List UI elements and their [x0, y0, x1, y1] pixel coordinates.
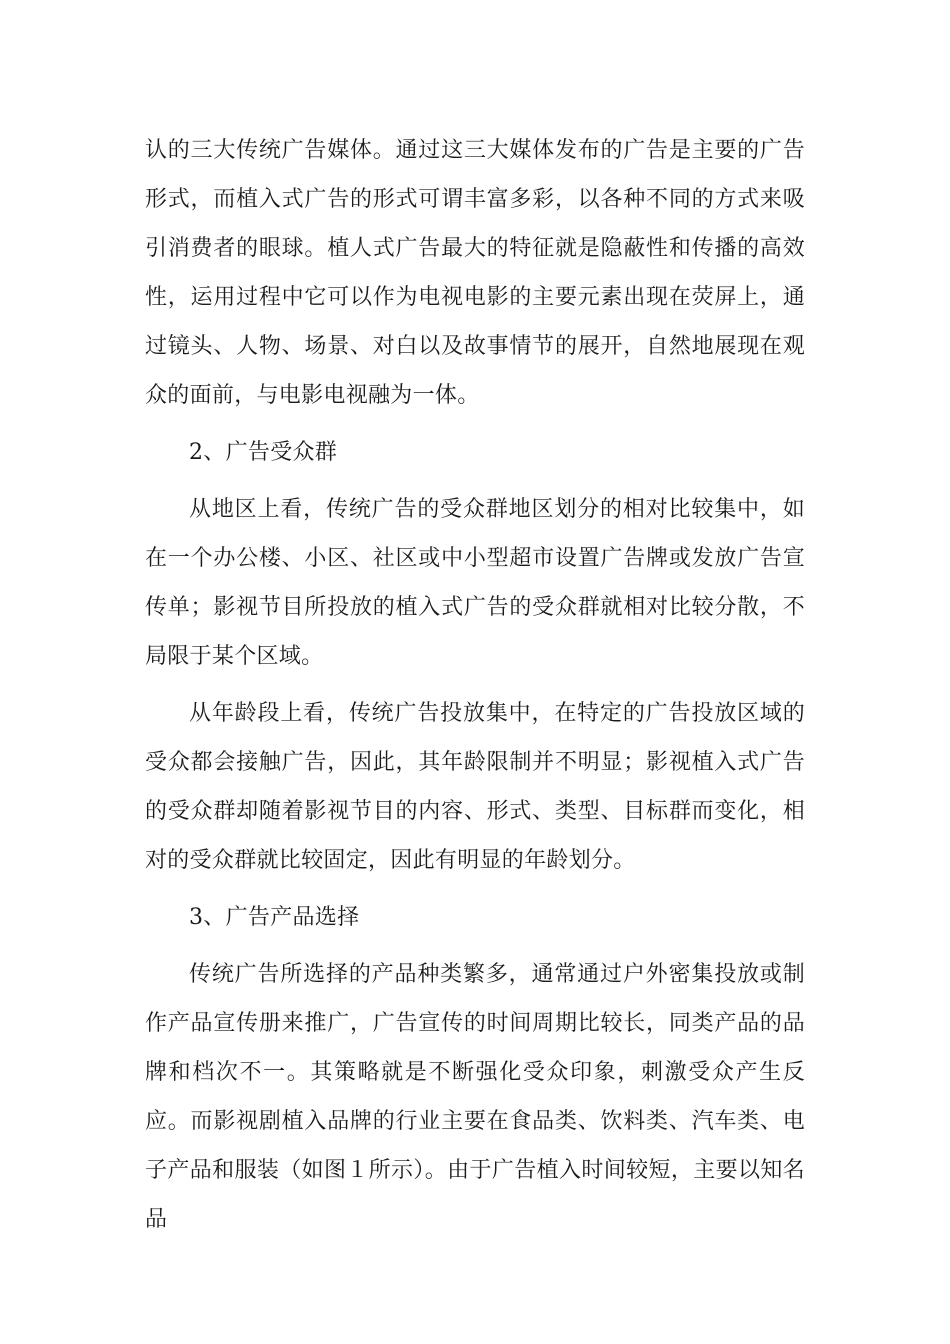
document-body: [145, 126, 805, 1252]
paragraph-region: 从地区上看，传统广告的受众群地区划分的相对比较集中，如在一个办公楼、小区、社区或中小型超市设置广告牌或发放广告宣传单；影视节目所投放的植入式广告的受众群就相对比较分散，不局限于某个区域。: [145, 497, 805, 669]
section-heading-product-selection: 3、广告产品选择: [189, 905, 360, 930]
section-heading-audience: 2、广告受众群: [189, 440, 338, 465]
paragraph-media-comparison: 认的三大传统广告媒体。通过这三大媒体发布的广告是主要的广告形式，而植入式广告的形式可谓丰富多彩，以各种不同的方式来吸引消费者的眼球。植人式广告最大的特征就是隐蔽性和传播的高效性，运用过程中它可以作为电视电影的主要元素出现在荧屏上，通过镜头、人物、场景、对白以及故事情节的展开，自然地展现在观众的面前，与电影电视融为一体。: [145, 138, 805, 408]
paragraph-age: 从年龄段上看，传统广告投放集中，在特定的广告投放区域的受众都会接触广告，因此，其年龄限制并不明显；影视植入式广告的受众群却随着影视节目的内容、形式、类型、目标群而变化，相对的受众群就比较固定，因此有明显的年龄划分。: [145, 701, 805, 873]
paragraph-product-types: 传统广告所选择的产品种类繁多，通常通过户外密集投放或制作产品宣传册来推广，广告宣传的时间周期比较长，同类产品的品牌和档次不一。其策略就是不断强化受众印象，刺激受众产生反应。而影视剧植入品牌的行业主要在食品类、饮料类、汽车类、电子产品和服装（如图１所示）。由于广告植入时间较短，主要以知名品: [145, 962, 805, 1232]
